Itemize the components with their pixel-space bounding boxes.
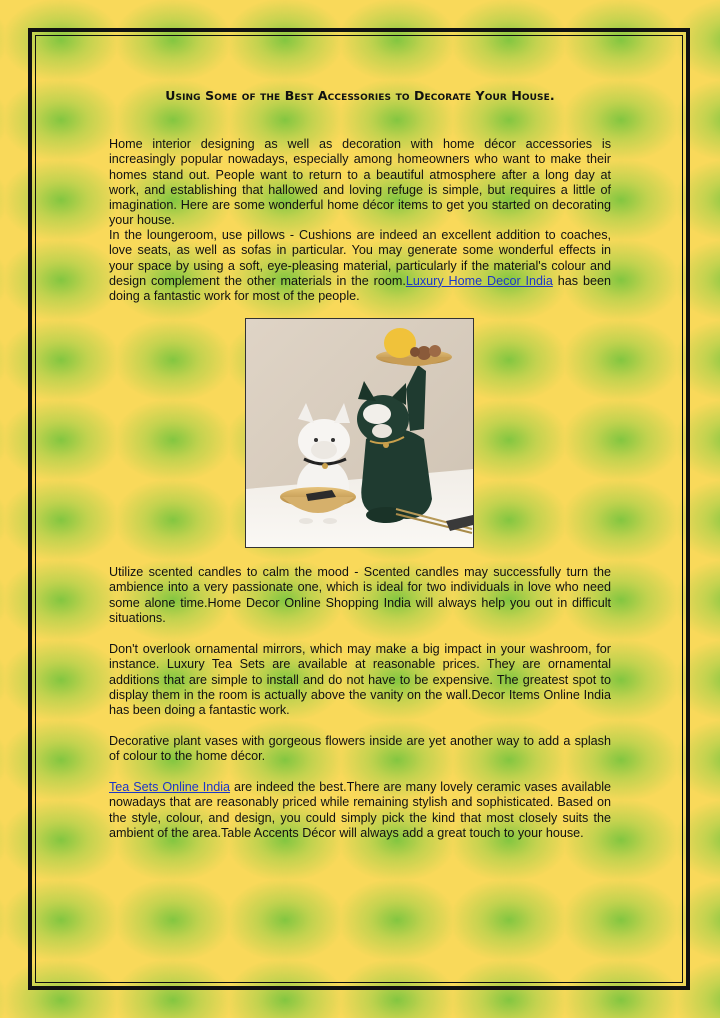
link-luxury-home-decor-india[interactable]: Luxury Home Decor India xyxy=(405,273,553,288)
link-tea-sets-online-india[interactable]: Tea Sets Online India xyxy=(109,780,231,794)
paragraph-candles: Utilize scented candles to calm the mood - Scented candles may successfully turn the ambience into a very passionate one, which is ideal for two individuals in love who need some alone time.Home Decor Online Shopping India will always help you out in difficult situations. xyxy=(109,565,611,625)
paragraph-mirrors: Don't overlook ornamental mirrors, which may make a big impact in your washroom, for instance. Luxury Tea Sets are available at reasonable prices. They are ornamental additions that are simple to install and do not have to be expensive. The greatest spot to display them in the room is actually above the vanity on the wall.Decor Items Online India has been doing a fantastic work. xyxy=(109,642,611,718)
paragraph-cushions-text: In the loungeroom, use pillows - Cushions are indeed an excellent addition to coaches, love seats, as well as sofas in particular. You may generate some wonderful effects in your space by using a soft, eye-pleasing material, particularly if the material's colour and design complement the other materials in the room. xyxy=(109,228,611,288)
paragraph-intro: Home interior designing as well as decoration with home décor accessories is increasingly popular nowadays, especially among homeowners who want to make their homes stand out. People want to return to a beautiful atmosphere after a long day at work, and establishing that hallowed and loving refuge is simple, but requires a little of imagination. Here are some wonderful home décor items to get you started on decorating your house. xyxy=(109,137,611,228)
paragraph-tea-sets-text: are indeed the best.There are many lovely ceramic vases available nowadays that are reasonably priced while remaining stylish and sophisticated. Based on the style, colour, and design, you could simply pick the kind that most closely suits the ambient of the area.Table Accents Décor will always add a great touch to your house. xyxy=(109,780,612,840)
paragraph-tea-sets xyxy=(109,780,611,841)
paragraph-cushions xyxy=(109,228,611,304)
paragraph-vases: Decorative plant vases with gorgeous flowers inside are yet another way to add a splash of colour to the home décor. xyxy=(109,734,611,764)
product-photo-bulldog-figurines xyxy=(245,318,474,548)
paragraph-cushions-tail: has been doing a fantastic work for most of the people. xyxy=(109,273,611,304)
page-title: Using Some of the Best Accessories to Decorate Your House. xyxy=(165,88,555,103)
